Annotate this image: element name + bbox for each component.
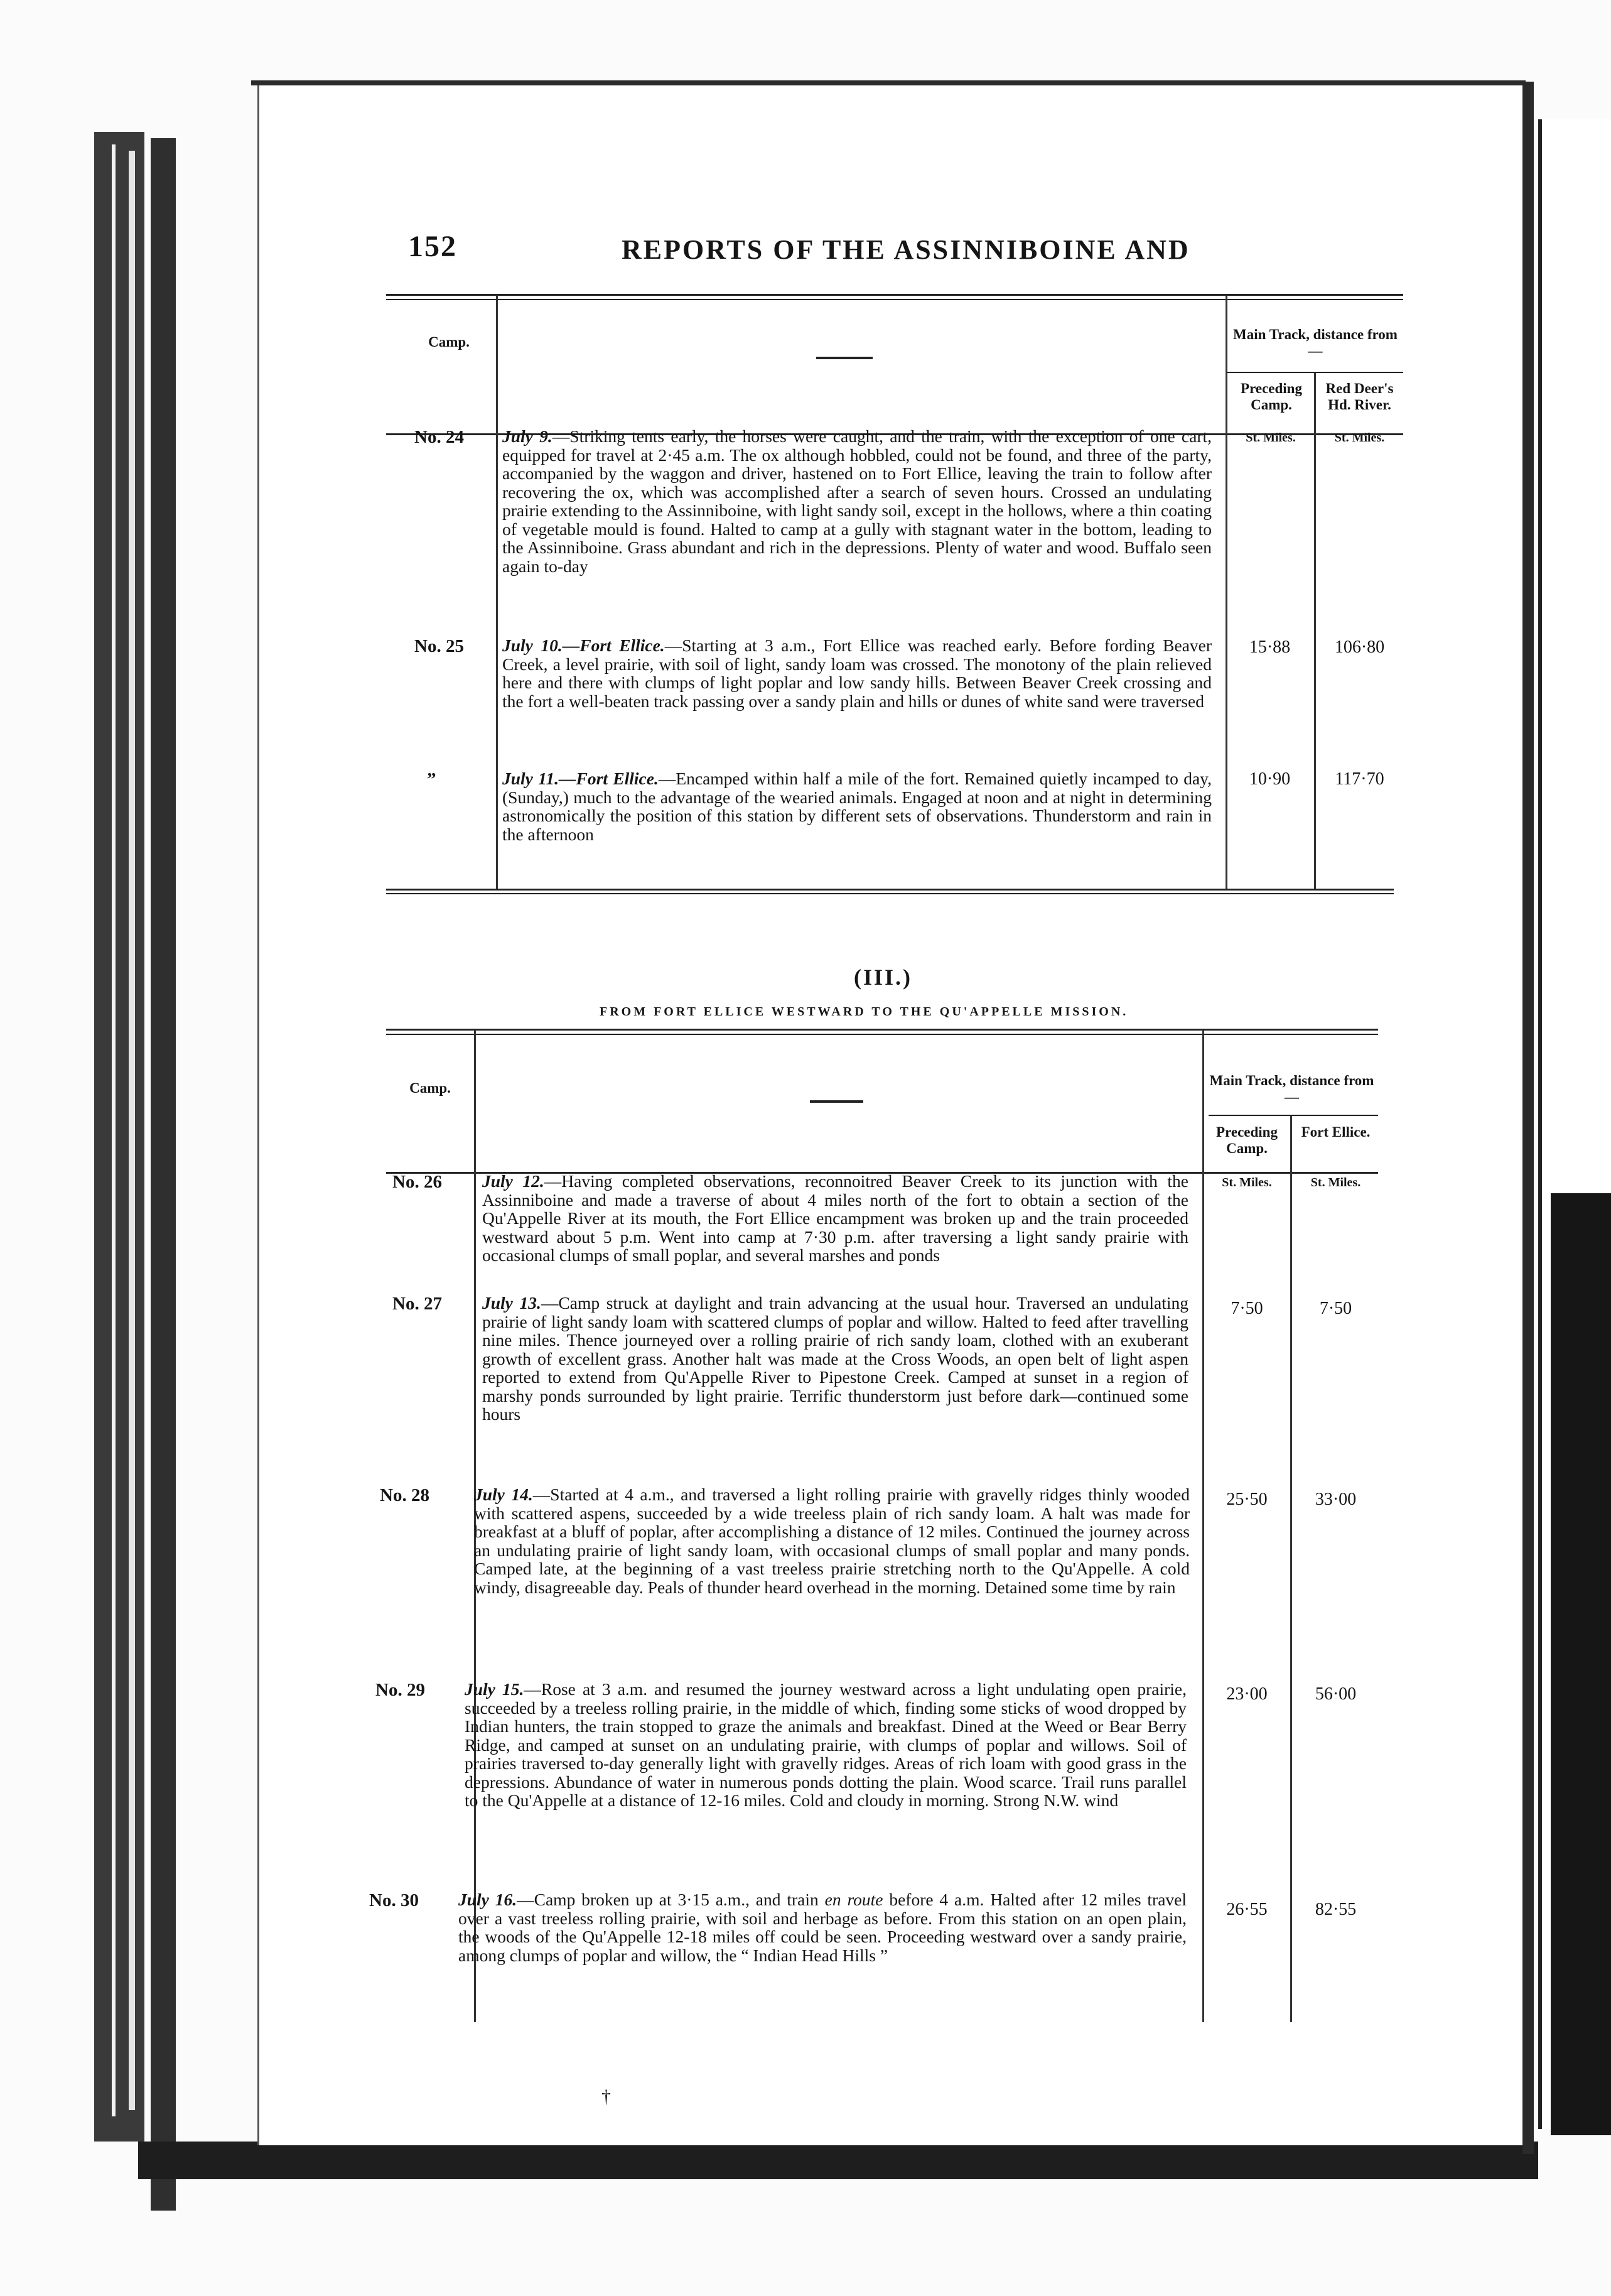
- journal-entry: [502, 636, 1212, 710]
- entry-text: —Encamped within half a mile of the fort. Remained quietly incamped to day, (Sunday,) much to the advantage of the wearied animals. Engaged at noon and at night in determining astronomically the position of this station by different sets of observations. Thunderstorm and rain in the afternoon: [502, 769, 1212, 844]
- units-label: St. Miles.: [1310, 1176, 1361, 1189]
- footer-mark: †: [601, 2086, 611, 2107]
- header-fort-ellice: Fort Ellice.: [1301, 1124, 1371, 1140]
- journal-entry: [502, 427, 1212, 575]
- section-heading: FROM FORT ELLICE WESTWARD TO THE QU'APPELLE MISSION.: [600, 1005, 1129, 1019]
- table-rule: [386, 1034, 1378, 1035]
- journal-entry: [465, 1680, 1187, 1810]
- camp-number: No. 28: [380, 1485, 429, 1505]
- distance-total: 117·70: [1335, 769, 1384, 789]
- distance-total: 82·55: [1315, 1900, 1357, 1919]
- entry-text: —Striking tents early, the horses were caught, and the train, with the exception of one cart, equipped for travel at 2·45 a.m. The ox although hobbled, could not be found, and three of the party, accompanied by the waggon and driver, hastened on to Fort Ellice, leaving the train to follow after recovering the ox, which was accomplished after a search of seven hours. Crossed an undulating prairie extending to the Assinniboine, with light sandy soil, except in the hollows, where a thin coating of vegetable mould is found. Halted to camp at a gully with stagnant water in the bottom, leading to the Assinniboine. Grass abundant and rich in the depressions. Plenty of water and wood. Buffalo seen again to-day: [502, 426, 1212, 576]
- header-main-track: Main Track, distance from—: [1209, 1073, 1374, 1105]
- table-column-rule: [1202, 1030, 1204, 2022]
- table-rule: [386, 889, 1394, 891]
- book-spine-highlight: [112, 144, 116, 2116]
- header-main-track: Main Track, distance from —: [1233, 327, 1398, 359]
- distance-preceding-camp: 23·00: [1226, 1684, 1268, 1704]
- camp-number: No. 25: [414, 636, 464, 656]
- page-edge-line: [251, 80, 1526, 85]
- section-numeral: (III.): [854, 965, 913, 990]
- page-number: 152: [408, 230, 457, 263]
- page-edge-shadow: [1522, 82, 1534, 2154]
- distance-total: 106·80: [1334, 637, 1385, 657]
- entry-text: —Camp struck at daylight and train advancing at the usual hour. Traversed an undulating prairie of light sandy loam with scattered clumps of poplar and willow. Halted to feed after travelling nine miles. Thence journeyed over a rolling prairie of rich sandy loam, clothed with an exuberant growth of excellent grass. Another halt was made at the Cross Woods, an open belt of light aspen reported to extend from Qu'Appelle River to Pipestone Creek. Camped at sunset in a region of marshy ponds surrounded by light prairie. Terrific thunderstorm just before dark—continued some hours: [482, 1293, 1188, 1424]
- entry-place: —Fort Ellice.: [562, 636, 665, 655]
- book-spine-highlight: [129, 151, 135, 2110]
- header-preceding-camp: Preceding Camp.: [1216, 1124, 1278, 1156]
- table-rule: [1209, 1115, 1378, 1116]
- camp-number: No. 27: [392, 1294, 442, 1314]
- distance-preceding-camp: 25·50: [1226, 1490, 1268, 1509]
- entry-date: July 16.: [458, 1890, 517, 1909]
- units-label: St. Miles.: [1222, 1176, 1272, 1189]
- table-column-rule: [1314, 373, 1316, 889]
- table-rule: [386, 1029, 1378, 1031]
- journal-entry: [474, 1485, 1190, 1596]
- journal-entry: [482, 1172, 1188, 1265]
- table-column-rule: [1290, 1116, 1292, 2022]
- camp-number: No. 29: [375, 1680, 425, 1700]
- entry-date: July 10.: [502, 636, 563, 655]
- distance-preceding-camp: 15·88: [1249, 637, 1291, 657]
- entry-date: July 13.: [482, 1293, 541, 1313]
- journal-entry: [482, 1294, 1188, 1424]
- header-red-deers-river: Red Deer's Hd. River.: [1325, 381, 1394, 413]
- distance-preceding-camp: 10·90: [1249, 769, 1291, 789]
- distance-preceding-camp: 7·50: [1231, 1299, 1263, 1318]
- entry-place: —Fort Ellice.: [559, 769, 659, 788]
- book-spine-shadow: [94, 132, 144, 2142]
- running-head: REPORTS OF THE ASSINNIBOINE AND: [622, 234, 1190, 265]
- entry-text: —Started at 4 a.m., and traversed a light rolling prairie with gravelly ridges thinly wooded with scattered aspens, succeeded by a wide treeless plain of rich sandy loam. A halt was made for breakfast at a bluff of poplar, after accomplishing a distance of 12 miles. Continued the journey across an undulating prairie of light sandy loam, with occasional clumps of small poplar and many ponds. Camped late, at the beginning of a vast treeless prairie stretching north to the Qu'Appelle. A cold windy, disagreeable day. Peals of thunder heard overhead in the morning. Detained some time by rain: [474, 1485, 1190, 1597]
- entry-text: before 4 a.m. Halted after 12 miles travel over a vast treeless rolling prairie, with soil and herbage as before. From this station on an open plain, the woods of the Qu'Appelle 12-18 miles off could be seen. Proceeding westward over a sandy prairie, among clumps of poplar and willow, the “ Indian Head Hills ”: [458, 1890, 1187, 1965]
- table-column-rule: [496, 295, 498, 889]
- entry-text: —Having completed observations, reconnoitred Beaver Creek to its junction with the Assinniboine and made a traverse of about 4 miles north of the fort to obtain a section of the Qu'Appelle River at its mouth, the Fort Ellice encampment was broken up and the train proceeded westward about 5 p.m. Went into camp at 7·30 p.m. after traversing a light sandy prairie with occasional clumps of small poplar, and several marshes and ponds: [482, 1171, 1189, 1265]
- distance-preceding-camp: 26·55: [1226, 1900, 1268, 1919]
- table-rule: [386, 893, 1394, 894]
- journal-entry: [502, 769, 1212, 843]
- entry-date: July 11.: [502, 769, 559, 788]
- camp-number: No. 26: [392, 1172, 442, 1192]
- camp-number: No. 24: [414, 427, 464, 447]
- camp-number: No. 30: [369, 1890, 419, 1910]
- camp-number-ditto: ”: [427, 769, 436, 789]
- units-label: St. Miles.: [1334, 431, 1385, 445]
- entry-date: July 9.: [502, 426, 552, 446]
- entry-text: —Camp broken up at 3·15 a.m., and train: [517, 1890, 825, 1909]
- distance-total: 56·00: [1315, 1684, 1357, 1704]
- table-rule: [386, 299, 1403, 300]
- entry-text: —Starting at 3 a.m., Fort Ellice was reached early. Before fording Beaver Creek, a level prairie, with soil of light, sandy loam was crossed. The monotony of the plain relieved here and there with clumps of light poplar and low sandy hills. Between Beaver Creek crossing and the fort a well-beaten track passing over a sandy plain and hills or dunes of white sand were traversed: [502, 636, 1212, 711]
- entry-date: July 14.: [474, 1485, 533, 1504]
- entry-text: —Rose at 3 a.m. and resumed the journey westward across a light undulating open prairie, succeeded by a treeless rolling prairie, in the middle of which, finding some sticks of wood dropped by Indian hunters, the train stopped to graze the animals and breakfast. Dined at the Weed or Bear Berry Ridge, and camped at sunset on an undulating prairie, with clumps of poplar and willows. Soil of prairies traversed to-day generally light with gravelly ridges. Areas of rich loam with good grass in the depressions. Abundance of water in numerous ponds dotting the plain. Wood scarce. Trail runs parallel to the Qu'Appelle at a distance of 12-16 miles. Cold and cloudy in morning. Strong N.W. wind: [465, 1679, 1187, 1810]
- header-camp: Camp.: [409, 1080, 451, 1096]
- entry-date: July 12.: [482, 1171, 544, 1191]
- facing-page-shadow: [1551, 1193, 1611, 2135]
- journal-entry: [458, 1890, 1187, 1964]
- units-label: St. Miles.: [1246, 431, 1296, 445]
- distance-total: 33·00: [1315, 1490, 1357, 1509]
- header-camp: Camp.: [428, 334, 470, 350]
- page-edge-shadow: [138, 2142, 1538, 2179]
- page-edge-shadow: [151, 138, 176, 2211]
- distance-total: 7·50: [1319, 1299, 1352, 1318]
- entry-text-italic: en route: [824, 1890, 883, 1909]
- table-column-rule: [1226, 295, 1227, 889]
- entry-date: July 15.: [465, 1679, 524, 1699]
- header-dash: [810, 1100, 863, 1103]
- table-rule: [386, 294, 1403, 296]
- header-dash: [816, 357, 873, 359]
- header-preceding-camp: Preceding Camp.: [1241, 381, 1302, 413]
